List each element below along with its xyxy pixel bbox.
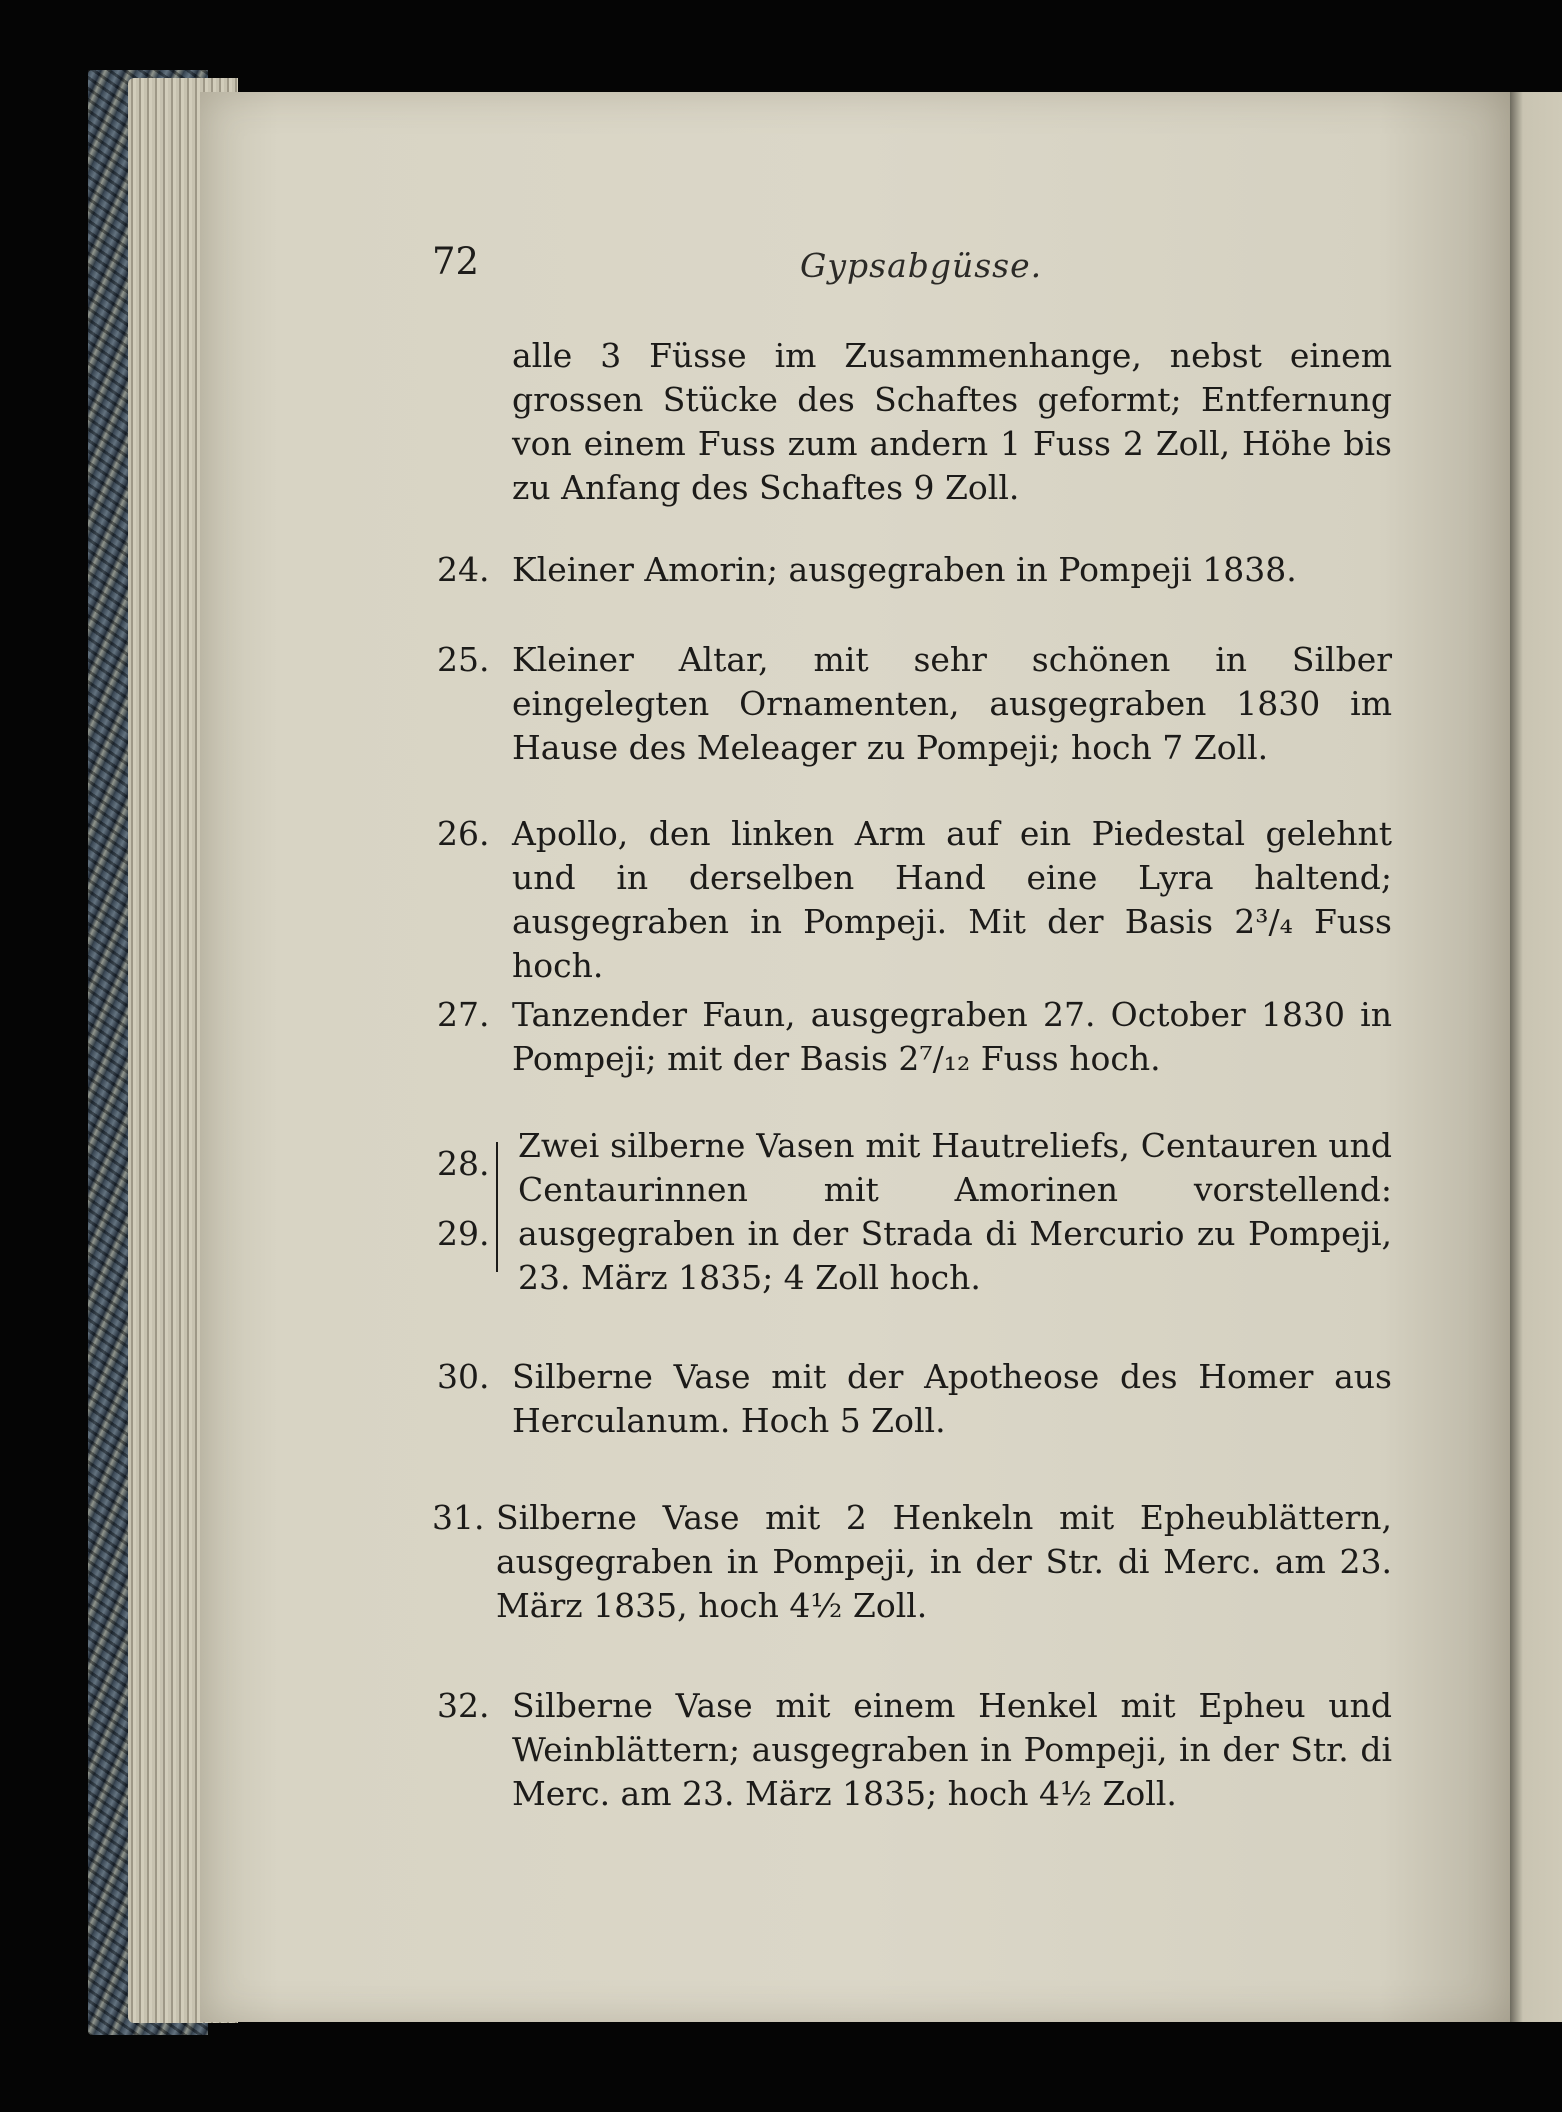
intro-paragraph: alle 3 Füsse im Zusammenhange, nebst einem grossen Stücke des Schaftes geformt; Entfernung von einem Fuss zum andern 1 Fuss 2 Zoll, Höhe bis zu Anfang des Schaftes 9 Zoll. (512, 336, 1392, 507)
facing-page-edge (1510, 92, 1562, 2022)
entry-number: 28. (437, 1144, 490, 1183)
entry-bracket (496, 1142, 510, 1272)
entry-number: 26. (437, 814, 490, 853)
entry-number: 24. (437, 550, 490, 589)
entry-number: 31. (432, 1498, 485, 1537)
entry-number: 30. (437, 1357, 490, 1396)
entry-text: Zwei silberne Vasen mit Hautreliefs, Centauren und Centaurinnen mit Amorinen vorstellend: ausgegraben in der Strada di Mercurio zu Pompeji, 23. März 1835; 4 Zoll hoch. (518, 1126, 1392, 1297)
running-head: Gypsabgüsse. (800, 246, 1043, 285)
entry-number: 27. (437, 995, 490, 1034)
entry-number: 25. (437, 640, 490, 679)
entry-text: Silberne Vase mit einem Henkel mit Epheu und Weinblättern; ausgegraben in Pompeji, in der Str. di Merc. am 23. März 1835; hoch 4½ Zoll. (512, 1686, 1392, 1813)
entry-text: Silberne Vase mit der Apotheose des Homer aus Herculanum. Hoch 5 Zoll. (512, 1357, 1392, 1440)
page-number: 72 (432, 240, 480, 283)
entry-text: Kleiner Altar, mit sehr schönen in Silber eingelegten Ornamenten, ausgegraben 1830 im Hause des Meleager zu Pompeji; hoch 7 Zoll. (512, 640, 1392, 767)
entry-text: Tanzender Faun, ausgegraben 27. October 1830 in Pompeji; mit der Basis 2⁷/₁₂ Fuss hoch. (512, 995, 1392, 1078)
entry-text: Silberne Vase mit 2 Henkeln mit Epheublättern, ausgegraben in Pompeji, in der Str. di Merc. am 23. März 1835, hoch 4½ Zoll. (496, 1498, 1392, 1625)
entry-number-second: 29. (437, 1214, 490, 1253)
entry-text: Kleiner Amorin; ausgegraben in Pompeji 1838. (512, 550, 1297, 589)
entry-text: Apollo, den linken Arm auf ein Piedestal gelehnt und in derselben Hand eine Lyra haltend; ausgegraben in Pompeji. Mit der Basis 2³/₄ Fuss hoch. (512, 814, 1392, 985)
entry-number: 32. (437, 1686, 490, 1725)
